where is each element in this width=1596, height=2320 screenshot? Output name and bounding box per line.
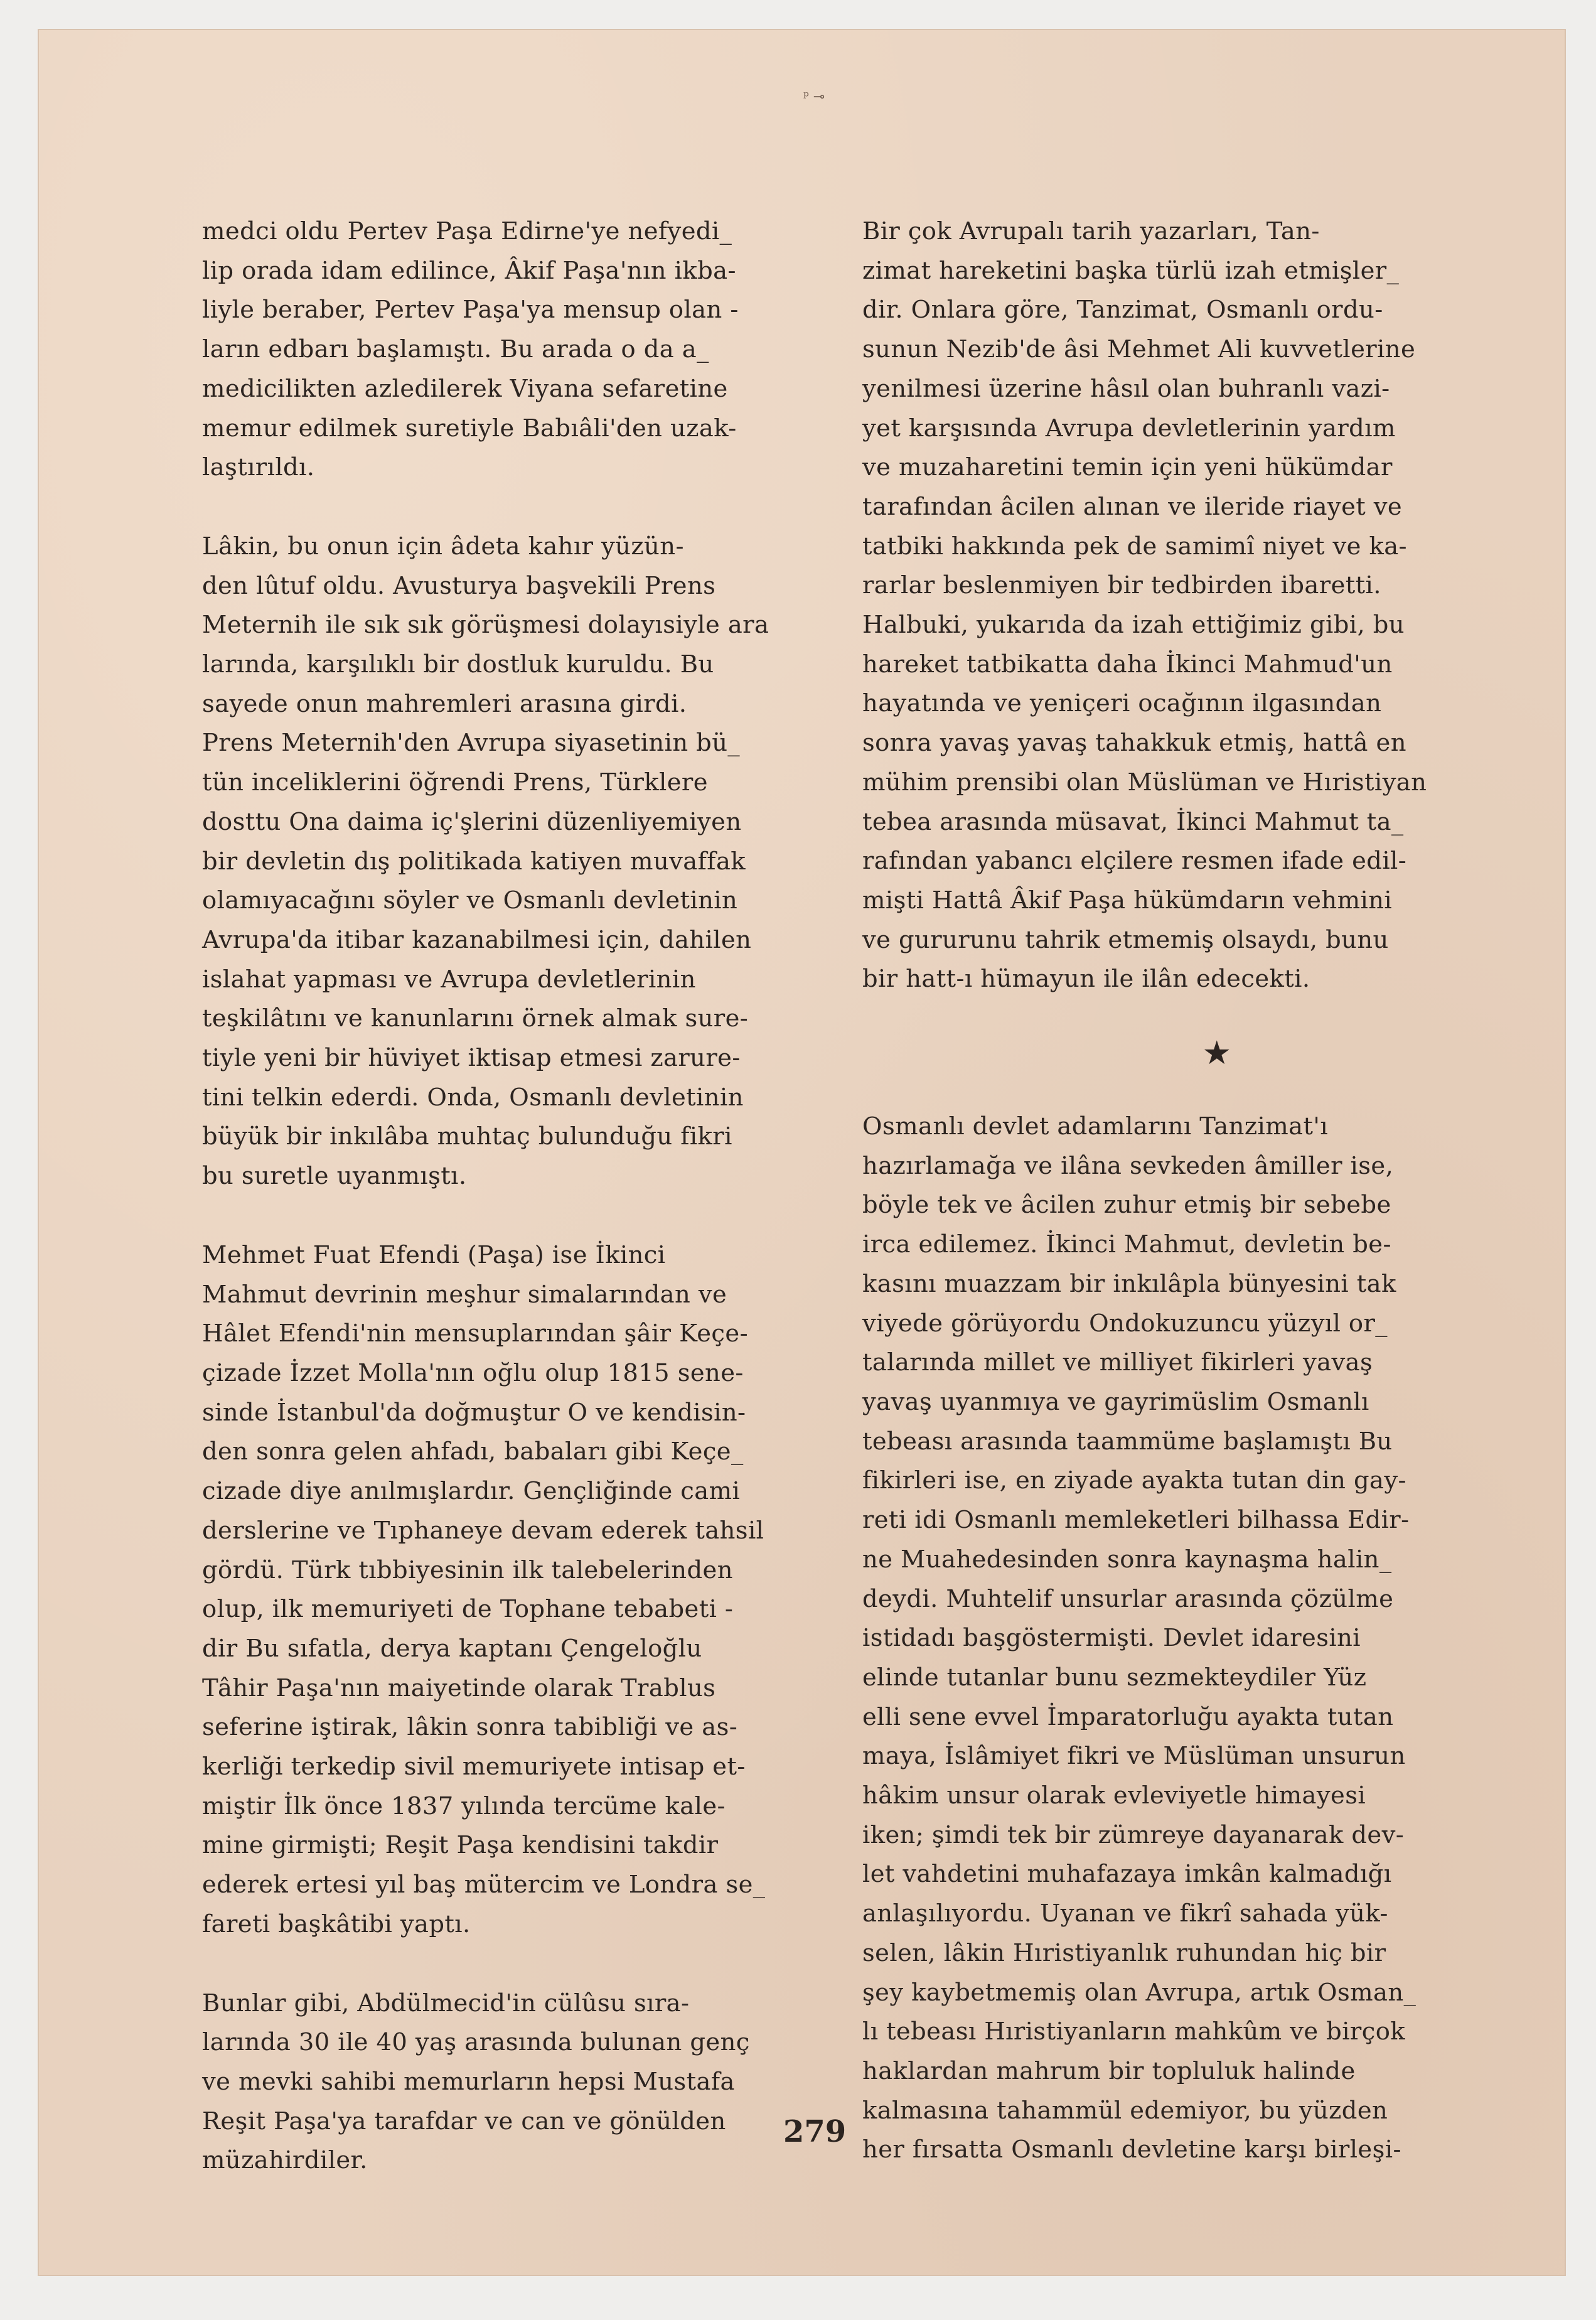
star-separator: ★ [1202,1034,1232,1073]
right-paragraph-2: Osmanlı devlet adamlarını Tanzimat'ı hazırlamağa ve ilâna sevkeden âmiller ise, böyle tek ve âcilen zuhur etmiş bir sebebe irca edilemez. İkinci Mahmut, devletin be- kasını muazzam bir inkılâpla bünyesini tak viyede görüyordu Ondokuzuncu yüzyıl or_ talarında millet ve milliyet fikirleri yavaş yavaş uyanmıya ve gayrimüslim Osmanlı tebeası arasında taammüme başlamıştı Bu fikirleri ise, en ziyade ayakta tutan din gay- reti idi Osmanlı memleketleri bilhassa Edir- ne Muahedesinden sonra kaynaşma halin_ deydi. Muhtelif unsurlar arasında çözülme istidadı başgöstermişti. Devlet idaresini elinde tutanlar bunu sezmekteydiler Yüz elli sene evvel İmparatorluğu ayakta tutan maya, İslâmiyet fikri ve Müslüman unsurun hâkim unsur olarak evleviyetle himayesi iken; şimdi tek bir zümreye dayanarak dev- let vahdetini muhafazaya imkân kalmadığı anlaşılıyordu. Uyanan ve fikrî sahada yük- selen, lâkin Hıristiyanlık ruhundan hiç bir şey kaybetmemiş olan Avrupa, artık Osman_ lı tebeası Hıristiyanların mahkûm ve birçok haklardan mahrum bir topluluk halinde kalmasına tahammül edemiyor, bu yüzden her fırsatta Osmanlı devletine karşı birleşi- [862,1112,1417,2164]
page-number: 279 [783,2114,847,2149]
left-paragraph-1: medci oldu Pertev Paşa Edirne'ye nefyedi_ lip orada idam edilince, Âkif Paşa'nın ikba- liyle beraber, Pertev Paşa'ya mensup olan - ların edbarı başlamıştı. Bu arada o da a_ medicilikten azledilerek Viyana sefaretine memur edilmek suretiyle Babıâli'den uzak- laştırıldı. [202,217,739,482]
top-scan-mark: ᵖ ⊸ [803,89,825,105]
left-paragraph-2: Lâkin, bu onun için âdeta kahır yüzün- den lûtuf oldu. Avusturya başvekili Prens Meternih ile sık sık görüşmesi dolayısiyle ara larında, karşılıklı bir dostluk kuruldu. Bu sayede onun mahremleri arasına girdi. Prens Meternih'den Avrupa siyasetinin bü_ tün inceliklerini öğrendi Prens, Türklere dosttu Ona daima iç'şlerini düzenliyemiyen bir devletin dış politikada katiyen muvaffak olamıyacağını söyler ve Osmanlı devletinin Avrupa'da itibar kazanabilmesi için, dahilen islahat yapması ve Avrupa devletlerinin teşkilâtını ve kanunlarını örnek almak sure- tiyle yeni bir hüviyet iktisap etmesi zarure- tini telkin ederdi. Onda, Osmanlı devletinin büyük bir inkılâba muhtaç bulunduğu fikri bu suretle uyanmıştı. [202,532,769,1191]
left-column [202,212,823,2181]
right-paragraph-1: Bir çok Avrupalı tarih yazarları, Tan- zimat hareketini başka türlü izah etmişler_ dir. Onlara göre, Tanzimat, Osmanlı ordu- sunun Nezib'de âsi Mehmet Ali kuvvetlerine yenilmesi üzerine hâsıl olan buhranlı vazi- yet karşısında Avrupa devletlerinin yardım ve muzaharetini temin için yeni hükümdar tarafından âcilen alınan ve ileride riayet ve tatbiki hakkında pek de samimî niyet ve ka- rarlar beslenmiyen bir tedbirden ibaretti. Halbuki, yukarıda da izah ettiğimiz gibi, bu hareket tatbikatta daha İkinci Mahmud'un hayatında ve yeniçeri ocağının ilgasından sonra yavaş yavaş tahakkuk etmiş, hattâ en mühim prensibi olan Müslüman ve Hıristiyan tebea arasında müsavat, İkinci Mahmut ta_ rafından yabancı elçilere resmen ifade edil- mişti Hattâ Âkif Paşa hükümdarın vehmini ve gururunu tahrik etmemiş olsaydı, bunu bir hatt-ı hümayun ile ilân edecekti. [862,217,1427,994]
left-paragraph-4: Bunlar gibi, Abdülmecid'in cülûsu sıra- larında 30 ile 40 yaş arasında bulunan genç ve mevki sahibi memurların hepsi Mustafa Reşit Paşa'ya tarafdar ve can ve gönülden müzahirdiler. [202,1989,750,2175]
right-column [862,212,1484,2170]
left-paragraph-3: Mehmet Fuat Efendi (Paşa) ise İkinci Mahmut devrinin meşhur simalarından ve Hâlet Efendi'nin mensuplarından şâir Keçe- çizade İzzet Molla'nın oğlu olup 1815 sene- sinde İstanbul'da doğmuştur O ve kendisin- den sonra gelen ahfadı, babaları gibi Keçe_ cizade diye anılmışlardır. Gençliğinde cami derslerine ve Tıphaneye devam ederek tahsil gördü. Türk tıbbiyesinin ilk talebelerinden olup, ilk memuriyeti de Tophane tebabeti - dir Bu sıfatla, derya kaptanı Çengeloğlu Tâhir Paşa'nın maiyetinde olarak Trablus seferine iştirak, lâkin sonra tabibliği ve as- kerliği terkedip sivil memuriyete intisap et- miştir İlk önce 1837 yılında tercüme kale- mine girmişti; Reşit Paşa kendisini takdir ederek ertesi yıl baş mütercim ve Londra se_ fareti başkâtibi yaptı. [202,1240,766,1938]
